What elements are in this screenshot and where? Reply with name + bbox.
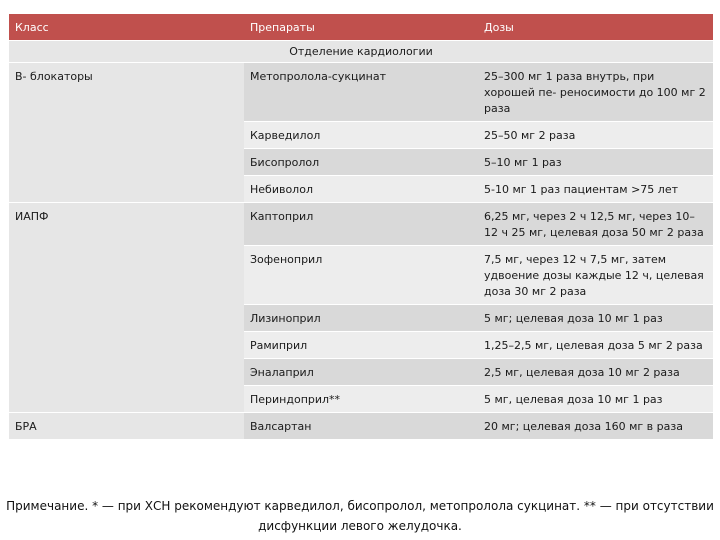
class-cell: B- блокаторы bbox=[9, 63, 244, 203]
dose-cell: 7,5 мг, через 12 ч 7,5 мг, затем удвоение дозы каждые 12 ч, целевая доза 30 мг 2 раза bbox=[478, 246, 713, 305]
table-row bbox=[9, 203, 713, 246]
drug-cell: Небиволол bbox=[244, 176, 478, 203]
class-cell: ИАПФ bbox=[9, 203, 244, 413]
header-doses: Дозы bbox=[478, 14, 713, 41]
dose-cell: 5 мг; целевая доза 10 мг 1 раз bbox=[478, 305, 713, 332]
drug-cell: Лизиноприл bbox=[244, 305, 478, 332]
drug-cell: Периндоприл** bbox=[244, 386, 478, 413]
dose-cell: 6,25 мг, через 2 ч 12,5 мг, через 10–12 ч 25 мг, целевая доза 50 мг 2 раза bbox=[478, 203, 713, 246]
section-row bbox=[9, 41, 713, 63]
drug-cell: Рамиприл bbox=[244, 332, 478, 359]
drug-cell: Зофеноприл bbox=[244, 246, 478, 305]
dose-cell: 2,5 мг, целевая доза 10 мг 2 раза bbox=[478, 359, 713, 386]
drug-cell: Каптоприл bbox=[244, 203, 478, 246]
section-title: Отделение кардиологии bbox=[9, 41, 713, 63]
dose-cell: 5 мг, целевая доза 10 мг 1 раз bbox=[478, 386, 713, 413]
drug-cell: Эналаприл bbox=[244, 359, 478, 386]
table-row bbox=[9, 413, 713, 440]
table-row bbox=[9, 63, 713, 122]
header-drugs: Препараты bbox=[244, 14, 478, 41]
dose-cell: 1,25–2,5 мг, целевая доза 5 мг 2 раза bbox=[478, 332, 713, 359]
dose-cell: 20 мг; целевая доза 160 мг в раза bbox=[478, 413, 713, 440]
drug-cell: Карведилол bbox=[244, 122, 478, 149]
dose-cell: 5–10 мг 1 раз bbox=[478, 149, 713, 176]
class-cell: БРА bbox=[9, 413, 244, 440]
drug-dosage-table bbox=[9, 14, 713, 440]
drug-dosage-table-container bbox=[9, 14, 713, 440]
drug-cell: Метопролола-сукцинат bbox=[244, 63, 478, 122]
footnote: Примечание. * — при ХСН рекомендуют карведилол, бисопролол, метопролола сукцинат. ** — при отсутствии дисфункции левого желудочка. bbox=[6, 499, 714, 533]
dose-cell: 25–300 мг 1 раза внутрь, при хорошей пе- реносимости до 100 мг 2 раза bbox=[478, 63, 713, 122]
table-header-row bbox=[9, 14, 713, 41]
dose-cell: 25–50 мг 2 раза bbox=[478, 122, 713, 149]
drug-cell: Валсартан bbox=[244, 413, 478, 440]
drug-cell: Бисопролол bbox=[244, 149, 478, 176]
header-class: Класс bbox=[9, 14, 244, 41]
dose-cell: 5-10 мг 1 раз пациентам >75 лет bbox=[478, 176, 713, 203]
